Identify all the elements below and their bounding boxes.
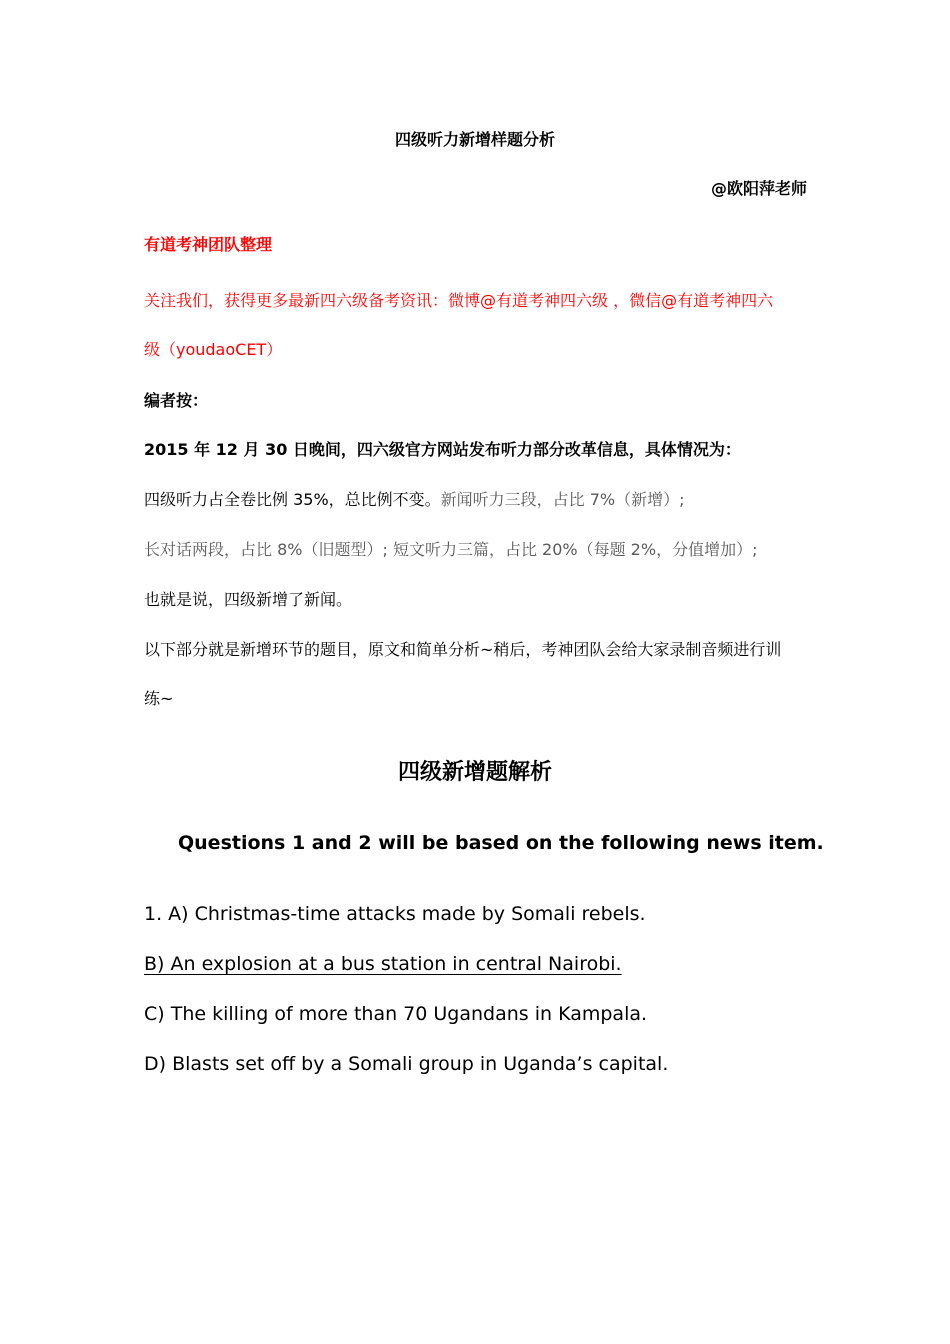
editor-note-line-2: 长对话两段，占比 8%（旧题型）; 短文听力三篇，占比 20%（每题 2%，分值增加）; xyxy=(144,540,758,559)
section-title: 四级新增题解析 xyxy=(397,760,552,785)
editor-note-line-4: 以下部分就是新增环节的题目，原文和简单分析~稍后，考神团队会给大家录制音频进行训 xyxy=(144,640,782,659)
question-1-option-c: C) The killing of more than 70 Ugandans in Kampala. xyxy=(144,1003,648,1025)
editor-note-line-5: 练~ xyxy=(144,689,174,708)
section-instruction: Questions 1 and 2 will be based on the following news item. xyxy=(178,832,824,854)
editor-note-line-3: 也就是说，四级新增了新闻。 xyxy=(144,590,353,609)
author-byline: @欧阳萍老师 xyxy=(710,179,807,198)
question-1-option-b: B) An explosion at a bus station in central Nairobi. xyxy=(144,953,622,975)
follow-notice-line-1: 关注我们，获得更多最新四六级备考资讯：微博@有道考神四六级 ，微信@有道考神四六 xyxy=(144,291,774,310)
editor-note-label: 编者按： xyxy=(144,391,209,410)
question-1-option-a: 1. A) Christmas-time attacks made by Somali rebels. xyxy=(144,903,646,925)
team-credit: 有道考神团队整理 xyxy=(144,235,273,254)
follow-notice-line-2: 级（youdaoCET） xyxy=(144,340,283,359)
editor-note-line-1-part-2: 新闻听力三段，占比 7%（新增）; xyxy=(440,490,685,509)
editor-note-headline: 2015 年 12 月 30 日晚间，四六级官方网站发布听力部分改革信息，具体情况为： xyxy=(144,440,741,459)
document-title: 四级听力新增样题分析 xyxy=(394,130,555,149)
editor-note-line-1 xyxy=(144,492,685,508)
editor-note-line-1-part-1: 四级听力占全卷比例 35%，总比例不变。 xyxy=(144,490,441,509)
question-1-option-d: D) Blasts set off by a Somali group in Uganda’s capital. xyxy=(144,1053,669,1075)
